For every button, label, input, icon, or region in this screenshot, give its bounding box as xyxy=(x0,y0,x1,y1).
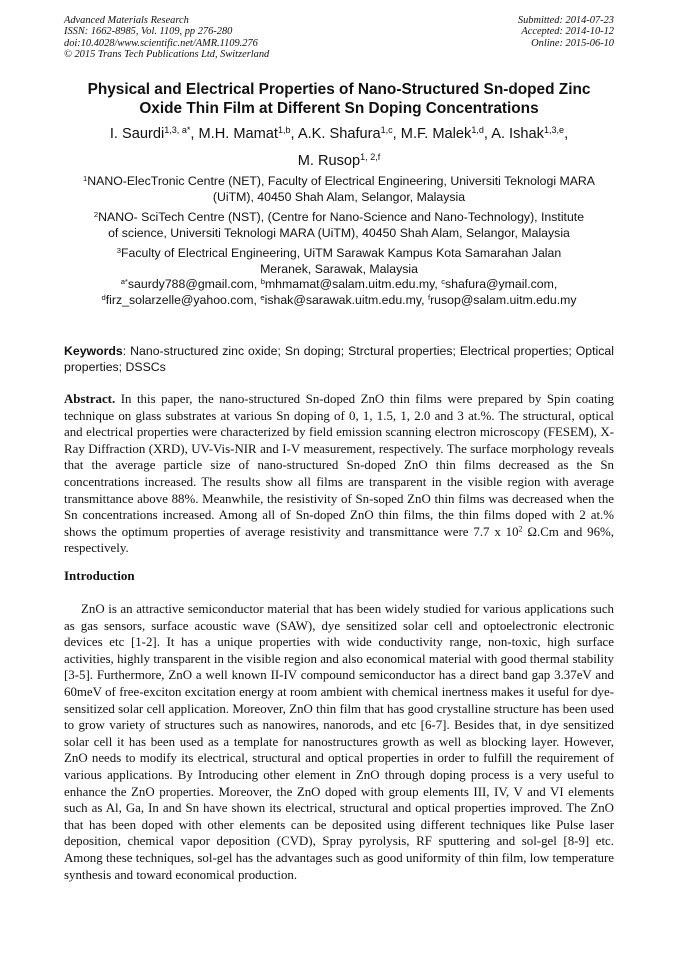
author-separator: , xyxy=(190,126,199,142)
paper-title xyxy=(64,80,614,118)
title-line-2: Oxide Thin Film at Different Sn Doping Concentrations xyxy=(139,100,539,117)
author-separator: , xyxy=(290,126,298,142)
author-affiliation-mark: 1,c xyxy=(380,125,393,136)
author-list xyxy=(64,121,614,175)
author-affiliation-mark: 1,3,e xyxy=(543,125,565,136)
author-name: M.H. Mamat xyxy=(198,126,278,142)
journal-header-left xyxy=(64,15,269,61)
author-separator: , xyxy=(483,126,492,142)
accepted-date: Accepted: 2014-10-12 xyxy=(521,26,614,38)
affiliation-2 xyxy=(64,210,614,241)
author-separator: , xyxy=(392,126,401,142)
affiliation-1 xyxy=(64,174,614,205)
email-mark: a* xyxy=(120,276,128,286)
submitted-date: Submitted: 2014-07-23 xyxy=(517,15,614,26)
abstract-exponent: 2 xyxy=(518,524,523,534)
email-link[interactable]: firz_solarzelle@yahoo.com xyxy=(105,292,254,307)
keywords-label: Keywords xyxy=(64,344,123,358)
author-separator: , xyxy=(564,126,569,142)
journal-header-right xyxy=(518,15,614,49)
email-list: $^{a*}$saurdy788@gmail.com, $^b$mhmamat@salam.uitm.edu.my, $^c$shafura@ymail.com, $^d$firz_solarzelle@yahoo.com, $^e$ishak@sarawak.uitm.edu.my, $^f$rusop@salam.uitm.edu.my xyxy=(101,276,577,307)
email-link[interactable]: shafura@ymail.com xyxy=(445,277,554,291)
email-mark: c xyxy=(441,276,446,286)
affiliation-line: Faculty of Electrical Engineering, UiTM Sarawak Kampus Kota Samarahan Jalan xyxy=(121,246,562,260)
author-affiliation-mark: 1,b xyxy=(277,125,291,136)
email-link[interactable]: ishak@sarawak.uitm.edu.my xyxy=(264,292,422,307)
affiliation-number: 2 xyxy=(93,209,99,219)
author-name: M. Rusop xyxy=(297,153,361,169)
affiliation-line: NANO- SciTech Centre (NST), (Centre for Nano-Science and Nano-Technology), Institute xyxy=(98,210,585,224)
author xyxy=(491,126,568,142)
affiliation-number: 3 xyxy=(116,245,122,255)
author xyxy=(110,126,199,142)
author-name: A.K. Shafura xyxy=(297,126,381,142)
email-link[interactable]: mhmamat@salam.uitm.edu.my xyxy=(264,277,435,291)
abstract-text: In this paper, the nano-structured Sn-doped ZnO thin films were prepared by Spin coating technique on glass substrates at various Sn doping of 0, 1, 1.5, 1, 2.0 and 3 at.%. The structural, optical and electrical properties were characterized by field emission scanning electron microscopy (FESEM), X-Ray Diffraction (XRD), UV-Vis-NIR and I-V measurement, respectively. The surface morphology reveals that the average particle size of nano-structured Sn-doped ZnO thin films decreased as the Sn concentrations increased. The results show all films are transparent in the visible region with average transmittance above 88%. Meanwhile, the resistivity of Sn-soped ZnO thin films was decreased when the Sn concentrations increased. Among all of Sn-doped ZnO thin films, the thin films doped with 2 at.% shows the optimum properties of average resistivity and transmittance were 7.7 x 10 xyxy=(64,392,614,539)
author xyxy=(298,126,401,142)
abstract xyxy=(64,391,614,557)
issn-volume: ISSN: 1662-8985, Vol. 1109, pp 276-280 xyxy=(64,26,233,38)
keywords xyxy=(64,344,614,375)
author xyxy=(198,126,297,142)
affiliation-number: 1 xyxy=(83,173,88,183)
author-name: M.F. Malek xyxy=(400,126,472,142)
title-line-1: Physical and Electrical Properties of Nano-Structured Sn-doped Zinc xyxy=(87,81,591,98)
copyright: © 2015 Trans Tech Publications Ltd, Switzerland xyxy=(64,49,270,61)
author-affiliation-mark: 1,d xyxy=(471,125,484,136)
email-link[interactable]: saurdy788@gmail.com xyxy=(127,277,254,291)
introduction-paragraph: ZnO is an attractive semiconductor material that has been widely studied for various applications such as gas sensors, surface acoustic wave (SAW), dye sensitized solar cell and optoelectronic electronic devices etc [1-2]. It has a unique properties with wide conductivity range, non-toxic, high surface activities, highly transparent in the visible region and also economical material with good thermal stability [3-5]. Furthermore, ZnO a well known II-IV compound semiconductor has a direct band gap 3.37eV and 60meV of free-exciton excitation energy at room ambient with chemical inertness makes it useful for dye-sensitized solar cell application. Moreover, ZnO thin film that has good crystalline structure has been used to grow variety of structures such as nanowires, nanorods, and etc [6-7]. Besides that, in dye sensitized solar cell it has been used as a template for nanostructures growth as well as blocking layer. However, ZnO needs to modify its electrical, structural and optical properties in order to fulfill the requirement of various applications. By Introducing other element in ZnO through doping process is a very useful to enhance the ZnO properties. Moreover, the ZnO doped with group elements III, IV, V and VI elements such as Al, Ga, In and Sn have shown its electrical, structural and optical properties improved. The ZnO that has been doped with other elements can be deposited using different techniques like Pulse laser deposition, chemical vapor deposition (CVD), Spray pyrolysis, RF sputtering and sol-gel [8-9] etc. Among these techniques, sol-gel has the advantages such as good uniformity of thin film, low temperature synthesis and toward economical production. xyxy=(64,602,614,882)
section-heading-introduction: Introduction xyxy=(64,568,135,583)
affiliation-line: of science, Universiti Teknologi MARA (UiTM), 40450 Shah Alam, Selangor, Malaysia xyxy=(108,225,570,240)
affiliation-line: (UiTM), 40450 Shah Alam, Selangor, Malaysia xyxy=(212,189,466,204)
author-affiliation-mark: 1, 2,f xyxy=(360,152,381,163)
doi: doi:10.4028/www.scientific.net/AMR.1109.276 xyxy=(64,37,258,49)
email-mark: b xyxy=(260,276,265,286)
author xyxy=(401,126,491,142)
abstract-text-end: Ω.Cm and 96%, respectively. xyxy=(64,524,615,556)
abstract-label: Abstract. xyxy=(64,392,116,406)
affiliation-line: NANO-ElecTronic Centre (NET), Faculty of Electrical Engineering, Universiti Teknologi MARA xyxy=(87,174,595,188)
keywords-text: : Nano-structured zinc oxide; Sn doping; Strctural properties; Electrical properties; Optical properties; DSSCs xyxy=(64,344,614,374)
author xyxy=(298,153,381,169)
email-mark: f xyxy=(427,292,431,302)
affiliation-line: Meranek, Sarawak, Malaysia xyxy=(260,261,418,276)
affiliation-3 xyxy=(64,246,614,277)
author-name: A. Ishak xyxy=(491,126,544,142)
email-mark: d xyxy=(101,292,106,302)
journal-name: Advanced Materials Research xyxy=(64,15,189,26)
email-link[interactable]: rusop@salam.uitm.edu.my xyxy=(430,292,577,307)
author-name: I. Saurdi xyxy=(109,126,165,142)
author-affiliation-mark: 1,3, a* xyxy=(164,125,191,136)
email-mark: e xyxy=(260,292,265,302)
online-date: Online: 2015-06-10 xyxy=(531,37,614,49)
